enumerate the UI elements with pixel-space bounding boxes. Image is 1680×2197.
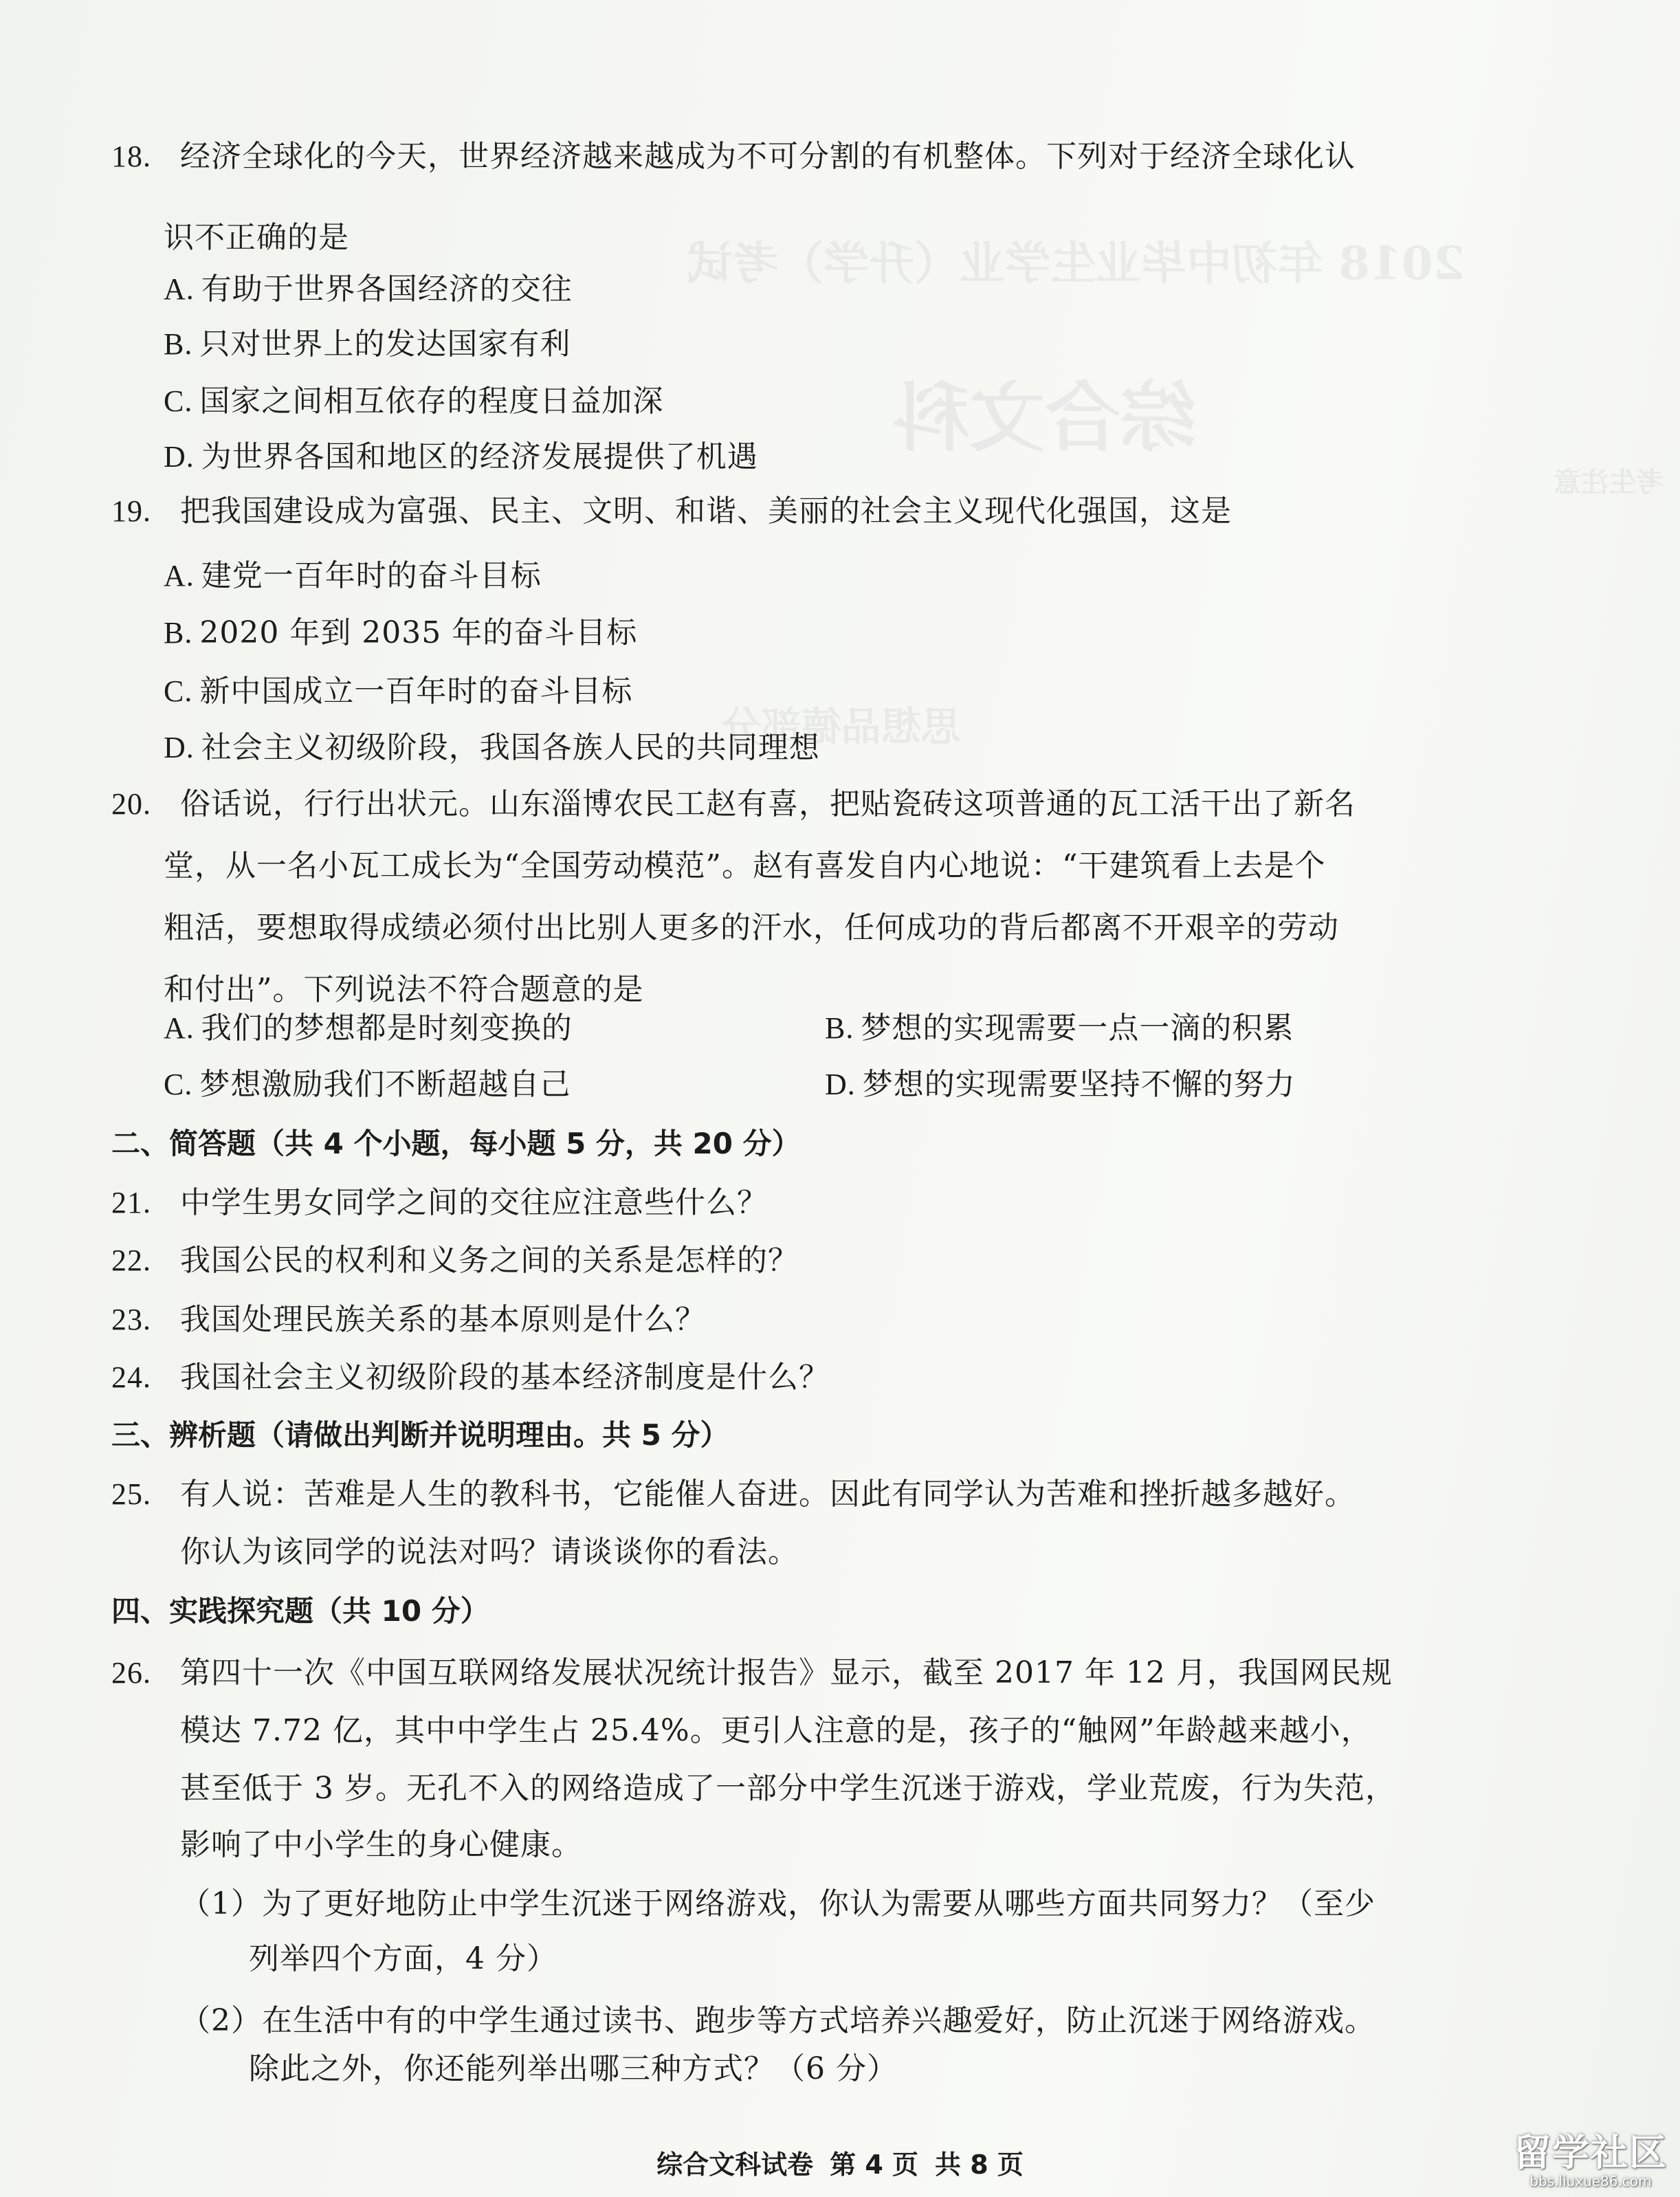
option-text: 只对世界上的发达国家有利	[199, 327, 571, 362]
q20-stem-line3: 粗活，要想取得成绩必须付出比别人更多的汗水，任何成功的背后都离不开艰辛的劳动	[164, 910, 1339, 945]
q22	[111, 1241, 799, 1280]
q20-option-d	[825, 1066, 1296, 1104]
option-letter: D.	[164, 731, 195, 764]
q26-sub1-text: 为了更好地防止中学生沉迷于网络游戏，你认为需要从哪些方面共同努力？（至少	[262, 1886, 1375, 1921]
option-text: 建党一百年时的奋斗目标	[201, 558, 542, 593]
bleed-through-subject: 综合文科	[894, 373, 1196, 462]
option-letter: B.	[164, 616, 193, 650]
option-letter: B.	[164, 327, 193, 361]
q18-option-b	[164, 325, 571, 364]
q19-option-d	[164, 729, 820, 767]
q25-number: 25.	[111, 1477, 151, 1511]
option-letter: A.	[164, 1011, 195, 1045]
q19-stem-text: 把我国建设成为富强、民主、文明、和谐、美丽的社会主义现代化强国，这是	[180, 494, 1232, 529]
section2-heading: 二、简答题（共 4 个小题，每小题 5 分，共 20 分）	[111, 1127, 801, 1160]
option-letter: C.	[164, 674, 193, 708]
option-text: 梦想激励我们不断超越自己	[199, 1067, 571, 1102]
option-text: 我们的梦想都是时刻变换的	[201, 1011, 573, 1046]
q18-option-d	[164, 438, 758, 476]
watermark-title: 留学社区	[1514, 2131, 1668, 2174]
q19-stem	[111, 492, 1232, 531]
q24	[111, 1358, 830, 1397]
q21	[111, 1184, 768, 1222]
option-letter: B.	[825, 1011, 854, 1045]
q20-option-c	[164, 1066, 571, 1104]
option-letter: A.	[164, 272, 195, 306]
q18-number: 18.	[111, 140, 151, 173]
q26-line1	[111, 1654, 1393, 1692]
q25-text: 有人说：苦难是人生的教科书，它能催人奋进。因此有同学认为苦难和挫折越多越好。	[180, 1477, 1356, 1512]
q20-stem-line4: 和付出”。下列说法不符合题意的是	[164, 972, 644, 1007]
q23	[111, 1301, 706, 1339]
q20-option-a	[164, 1009, 573, 1048]
q19-option-c	[164, 672, 632, 711]
option-text: 社会主义初级阶段，我国各族人民的共同理想	[201, 730, 820, 765]
q19-number: 19.	[111, 494, 151, 528]
q22-text: 我国公民的权利和义务之间的关系是怎样的？	[180, 1243, 799, 1278]
q25-line1	[111, 1475, 1356, 1514]
section4-heading: 四、实践探究题（共 10 分）	[111, 1594, 489, 1628]
q19-option-a	[164, 557, 542, 595]
option-letter: D.	[825, 1068, 856, 1101]
option-text: 梦想的实现需要一点一滴的积累	[861, 1011, 1294, 1046]
q20-option-b	[825, 1009, 1294, 1048]
page-footer	[0, 2143, 1680, 2181]
footer-subject: 综合文科试卷	[656, 2150, 814, 2180]
q24-text: 我国社会主义初级阶段的基本经济制度是什么？	[180, 1360, 830, 1395]
q23-number: 23.	[111, 1303, 151, 1336]
section3-heading: 三、辨析题（请做出判断并说明理由。共 5 分）	[111, 1418, 729, 1452]
option-text: 2020 年到 2035 年的奋斗目标	[199, 615, 638, 650]
q26-sub2-line2: 除此之外，你还能列举出哪三种方式？（6 分）	[249, 2051, 898, 2086]
q25-line2: 你认为该同学的说法对吗？请谈谈你的看法。	[180, 1534, 799, 1569]
option-letter: C.	[164, 384, 193, 418]
q26-sub2-text: 在生活中有的中学生通过读书、跑步等方式培养兴趣爱好，防止沉迷于网络游戏。	[262, 2003, 1375, 2038]
option-letter: C.	[164, 1068, 193, 1101]
q20-stem-line2: 堂，从一名小瓦工成长为“全国劳动模范”。赵有喜发自内心地说：“干建筑看上去是个	[164, 848, 1326, 883]
option-letter: A.	[164, 559, 195, 593]
option-text: 有助于世界各国经济的交往	[201, 272, 573, 307]
q18-stem-line1	[111, 137, 1356, 176]
option-letter: D.	[164, 440, 195, 474]
option-text: 为世界各国和地区的经济发展提供了机遇	[201, 439, 758, 474]
q20-stem-line1	[111, 785, 1356, 824]
q26-sub1-label: （1）	[180, 1886, 262, 1921]
site-watermark	[1514, 2132, 1668, 2189]
q19-option-b	[164, 614, 637, 652]
footer-total: 共 8 页	[935, 2150, 1024, 2180]
option-text: 新中国成立一百年时的奋斗目标	[199, 674, 633, 709]
q26-line2: 模达 7.72 亿，其中中学生占 25.4%。更引人注意的是，孩子的“触网”年龄越来越小，	[180, 1713, 1372, 1748]
q21-text: 中学生男女同学之间的交往应注意些什么？	[180, 1185, 768, 1220]
watermark-url: bbs.liuxue86.com	[1529, 2173, 1652, 2189]
q26-line3: 甚至低于 3 岁。无孔不入的网络造成了一部分中学生沉迷于游戏，学业荒废，行为失范，	[180, 1771, 1396, 1806]
q24-number: 24.	[111, 1360, 151, 1394]
q18-option-a	[164, 270, 573, 309]
q18-option-c	[164, 382, 663, 421]
q20-number: 20.	[111, 787, 151, 821]
q20-stem-text: 俗话说，行行出状元。山东淄博农民工赵有喜，把贴瓷砖这项普通的瓦工活干出了新名	[180, 786, 1356, 821]
q18-stem-line2: 识不正确的是	[164, 220, 349, 255]
option-text: 国家之间相互依存的程度日益加深	[199, 384, 664, 419]
footer-page: 第 4 页	[830, 2150, 918, 2180]
bleed-through-notice: 考生注意	[1554, 466, 1664, 498]
q22-number: 22.	[111, 1244, 151, 1277]
q26-line4: 影响了中小学生的身心健康。	[180, 1827, 582, 1862]
q26-sub2-label: （2）	[180, 2003, 262, 2038]
option-text: 梦想的实现需要坚持不懈的努力	[862, 1067, 1296, 1102]
q26-sub1-line1	[180, 1885, 1375, 1923]
q26-number: 26.	[111, 1656, 151, 1690]
q18-stem-text: 经济全球化的今天，世界经济越来越成为不可分割的有机整体。下列对于经济全球化认	[180, 139, 1356, 174]
q26-sub1-line2: 列举四个方面，4 分）	[249, 1941, 557, 1976]
q23-text: 我国处理民族关系的基本原则是什么？	[180, 1302, 706, 1337]
q21-number: 21.	[111, 1186, 151, 1219]
bleed-through-section: 思想品德部分	[722, 703, 962, 750]
q26-text: 第四十一次《中国互联网络发展状况统计报告》显示，截至 2017 年 12 月，我国网民规	[180, 1655, 1393, 1690]
bleed-through-title: 2018 年初中毕业生学业（升学）考试	[687, 236, 1465, 290]
q26-sub2-line1	[180, 2002, 1375, 2040]
